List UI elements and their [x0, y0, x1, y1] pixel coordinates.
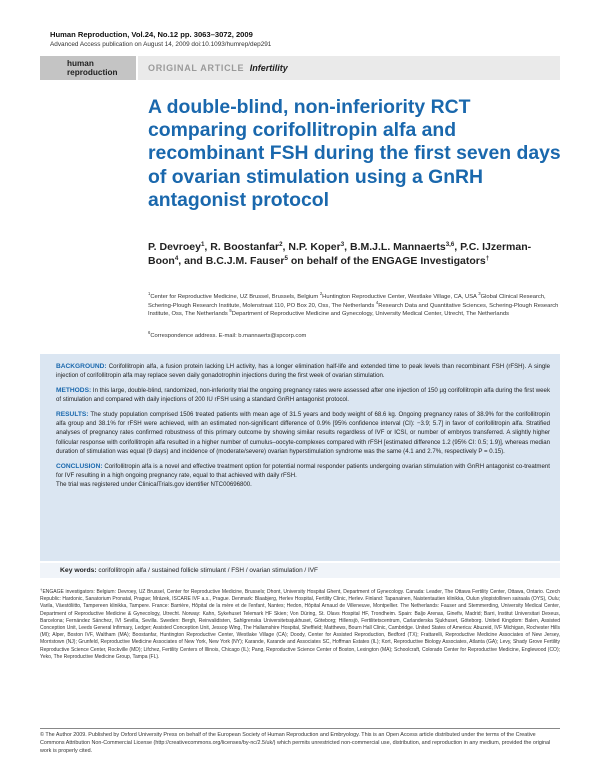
- author-list: P. Devroey$^1$, R. Boostanfar$^2$, N.P. Koper$^3$, B.M.J.L. Mannaerts$^{3,6}$, P.C. IJzerman-Boon$^4$, and B.C.J.M. Fauser$^5$ on behalf of the ENGAGE Investigators†: [148, 241, 532, 267]
- copyright-notice: © The Author 2009. Published by Oxford University Press on behalf of the European Society of Human Reproduction and Embryology. This is an Open Access article distributed under the terms of the Creative Commons Attribution Non-Commercial License (http://creativecommons.org/licenses/by-nc/2.5/uk/) which permits unrestricted non-commercial use, distribution, and reproduction in any medium, provided the original work is properly cited.: [40, 732, 551, 754]
- abstract-heading: METHODS:: [56, 386, 92, 394]
- author-name: R. Boostanfar: [210, 241, 280, 253]
- article-title: A double-blind, non-inferiority RCT comparing corifollitropin alfa and recombinant FSH during the first seven days of ovarian stimulation using a GnRH antagonist protocol: [148, 96, 561, 211]
- abstract-text: Corifollitropin alfa, a fusion protein lacking LH activity, has a longer elimination half-life and extended time to peak levels than recombinant FSH (rFSH). A single injection of corifollitropin alfa may replace seven daily gonadotrophin injections during the first week of ovarian stimulation.: [56, 363, 550, 380]
- investigators-group: on behalf of the ENGAGE Investigators: [287, 255, 486, 267]
- author-affiliation-mark: 5: [284, 255, 288, 262]
- journal-logo: [40, 56, 136, 80]
- footnote-mark: †: [40, 587, 43, 592]
- article-category: Infertility: [249, 63, 288, 73]
- author-affiliation-mark: 2: [279, 241, 283, 248]
- affiliation-mark: 5: [229, 308, 232, 314]
- abstract-results: [56, 410, 550, 457]
- abstract-heading: CONCLUSION:: [56, 462, 103, 470]
- author-affiliation-mark: 4: [174, 255, 179, 262]
- trial-registration: The trial was registered under ClinicalTrials.gov identifier NTC00696800.: [56, 481, 252, 489]
- abstract-heading: RESULTS:: [56, 410, 89, 418]
- footer-divider: [40, 728, 560, 729]
- footnote-text: ENGAGE investigators: Belgium: Devroey, UZ Brussel, Center for Reproductive Medicine, Brussels; Dhont, University Hospital Ghent, Department of Gynecology. Canada: Leader, The Ottawa Fertility Center, Ottawa, Ontario. Czech Republic: Hardonic, Sanatorium Pronatal, Prague; Mrázek, ISCARE IVF a.s., Prague. Denmark: Blaabjerg, Herlev Hospital, Fertility Clinic, Herlev. Finland: Tapanainen, Naistentautien klinikka, Oulun yliopistollinen sairaala (OYS), Oulu; Varila, Väestöliitto, Tampereen klinikka, Tampere. France: Barrière, Hôpital de la mère et de l'enfant, Nantes; Hedon, Hôpital Arnaud de Villeneuve, Montpellier. The Netherlands: Fauser and Stemmerding, University Medical Center, Department of Reproductive Medicine & Gynecology, Utrecht. Norway: Kahn, Sykehuset Telemark HF Skien; Von Düring, St. Olavs Hospital HF, Trondheim. Spain: Baljo Arenas, Ginefiv, Madrid; Barri, Institut Universitari Dexeus, Barcelona; Fernández Sánchez, IVI Sevilla, Sevilla. Sweden: Bergh, Reinvalidisten, Sahlgrenska Universitetssjukhuset, Göteborg; Hillensjö, Fertilitetscentrum, Carlanderska Sjukhuset, Göteborg. United Kingdom: Balen, Assisted Conception Unit, Leeds General Infirmary, Ledger; Assisted Conception Unit, Jessop Wing, The Hallamshire Hospital, Sheffield; Matthews, Bourn Hall Clinic, Cambridge. United States of America: Abuzeid, IVF Michigan, Rochester Hills (MI); Alper, Boston IVF, Waltham (MA); Boostanfar, Huntington Reproductive Center, Westlake Village (CA); Doody, Center for Assisted Reproduction, Bedford (TX); Frattarelli, Reproductive Medicine Associates of New Jersey, Morristown (NJ); Grunfeld, Reproductive Medicine Associates of New York, New York (NY); Karande, Karande and Associates SC, Hoffman Estates (IL); Kort, Reproductive Biology Associates, Atlanta (GA); Levy, Shady Grove Fertility Reproductive Science Center, Rockville (MD); Lifchez, Fertility Centers of Illinois, Chicago (IL); Pang, Reproductive Science Center of Boston, Lexington (MA); Schoolcraft, Colorado Center for Reproductive Medicine, Englewood (CO); Yeko, The Reproductive Medicine Group, Tampa (FL).: [40, 589, 560, 660]
- abstract-background: [56, 362, 550, 381]
- journal-citation: Human Reproduction, Vol.24, No.12 pp. 3063–3072, 2009: [50, 30, 253, 39]
- keywords-label: Key words:: [60, 567, 97, 574]
- affiliation-mark: 1: [148, 291, 151, 296]
- author-name: N.P. Koper: [288, 241, 341, 253]
- abstract-box: [40, 354, 560, 561]
- affiliation-text: Research Data and Quantitative Sciences, Schering-Plough Research Institute, Oss, The Netherlands: [148, 302, 559, 318]
- affiliation-text: Global Clinical Research, Schering-Plough Research Institute, Molenstraat 110, PO Box 20, Oss, The Netherlands: [148, 294, 546, 309]
- author-name: B.C.J.M. Fauser: [205, 255, 285, 267]
- abstract-text: Corifollitropin alfa is a novel and effective treatment option for potential normal responder patients undergoing ovarian stimulation with GnRH antagonist co-treatment for IVF resulting in a high ongoing pregnancy rate, equal to that achieved with daily rFSH.: [56, 462, 550, 480]
- journal-logo-line1: human: [67, 59, 94, 68]
- abstract-conclusion: [56, 462, 550, 481]
- affiliation-mark: 2: [319, 291, 323, 296]
- correspondence-mark: 6: [148, 330, 151, 335]
- author-affiliation-mark: 1: [200, 241, 205, 248]
- article-type-band: [138, 56, 560, 80]
- affiliations: [148, 293, 564, 319]
- abstract-heading: BACKGROUND:: [56, 363, 107, 370]
- journal-logo-line2: reproduction: [67, 68, 118, 77]
- keywords-text: corifollitropin alfa / sustained follicle stimulant / FSH / ovarian stimulation / IVF: [98, 567, 318, 574]
- affiliation-text: Center for Reproductive Medicine, UZ Brussel, Brussels, Belgium: [150, 294, 320, 300]
- abstract-text: The study population comprised 1506 treated patients with mean age of 31.5 years and body weight of 68.6 kg. Ongoing pregnancy rates of 38.9% for the corifollitropin alfa group and 38.1% for rFSH were achieved, with an estimated non-significant difference of 0.9% [95% confidence interval (CI): −3.9; 5.7] in favor of corifollitropin alfa. Stratified analyses of pregnancy rates confirmed robustness of this primary outcome by showing similar results regardless of IVF or ICSI, or number of embryos transferred. A slightly higher follicular response with corifollitropin alfa resulted in a higher number of cumulus–oocyte-complexes compared with rFSH [estimated difference 1.2 (95% CI: 0.5; 1.9)], whereas median duration of stimulation was equal (9 days) and incidence of (moderate/severe) ovarian hyperstimulation syndrome was the same (4.1 and 2.7%, respectively P = 0.15).: [56, 410, 550, 456]
- author-name: P. Devroey: [148, 241, 201, 253]
- article-type: ORIGINAL ARTICLE: [148, 63, 245, 73]
- investigators-footnote: [40, 589, 560, 661]
- author-name: B.M.J.L. Mannaerts: [350, 241, 446, 253]
- affiliation-mark: 4: [375, 299, 379, 305]
- affiliation-text: Department of Reproductive Medicine and Gynecology, University Medical Center, Utrecht, The Netherlands: [231, 311, 509, 318]
- abstract-text: In this large, double-blind, randomized, non-inferiority trial the ongoing pregnancy rates were assessed after one injection of 150 µg corifollitropin alfa during the first week of stimulation and compared with daily injections of 200 IU rFSH using a standard GnRH antagonist protocol.: [56, 386, 550, 404]
- author-affiliation-mark: 3: [340, 241, 345, 248]
- abstract-methods: [56, 386, 550, 405]
- keywords-bar: [40, 563, 560, 578]
- correspondence: [148, 330, 307, 339]
- author-name: P.C. IJzerman-Boon: [148, 241, 532, 267]
- affiliation-text: Huntington Reproductive Center, Westlake Village, CA, USA: [322, 294, 479, 300]
- investigators-mark: †: [485, 255, 490, 262]
- advance-access-line: Advanced Access publication on August 14, 2009 doi:10.1093/humrep/dep291: [50, 41, 272, 48]
- affiliation-mark: 3: [478, 291, 481, 296]
- correspondence-text: Correspondence address. E-mail: b.mannaerts@spcorp.com: [150, 333, 307, 339]
- author-affiliation-mark: 3,6: [445, 241, 455, 248]
